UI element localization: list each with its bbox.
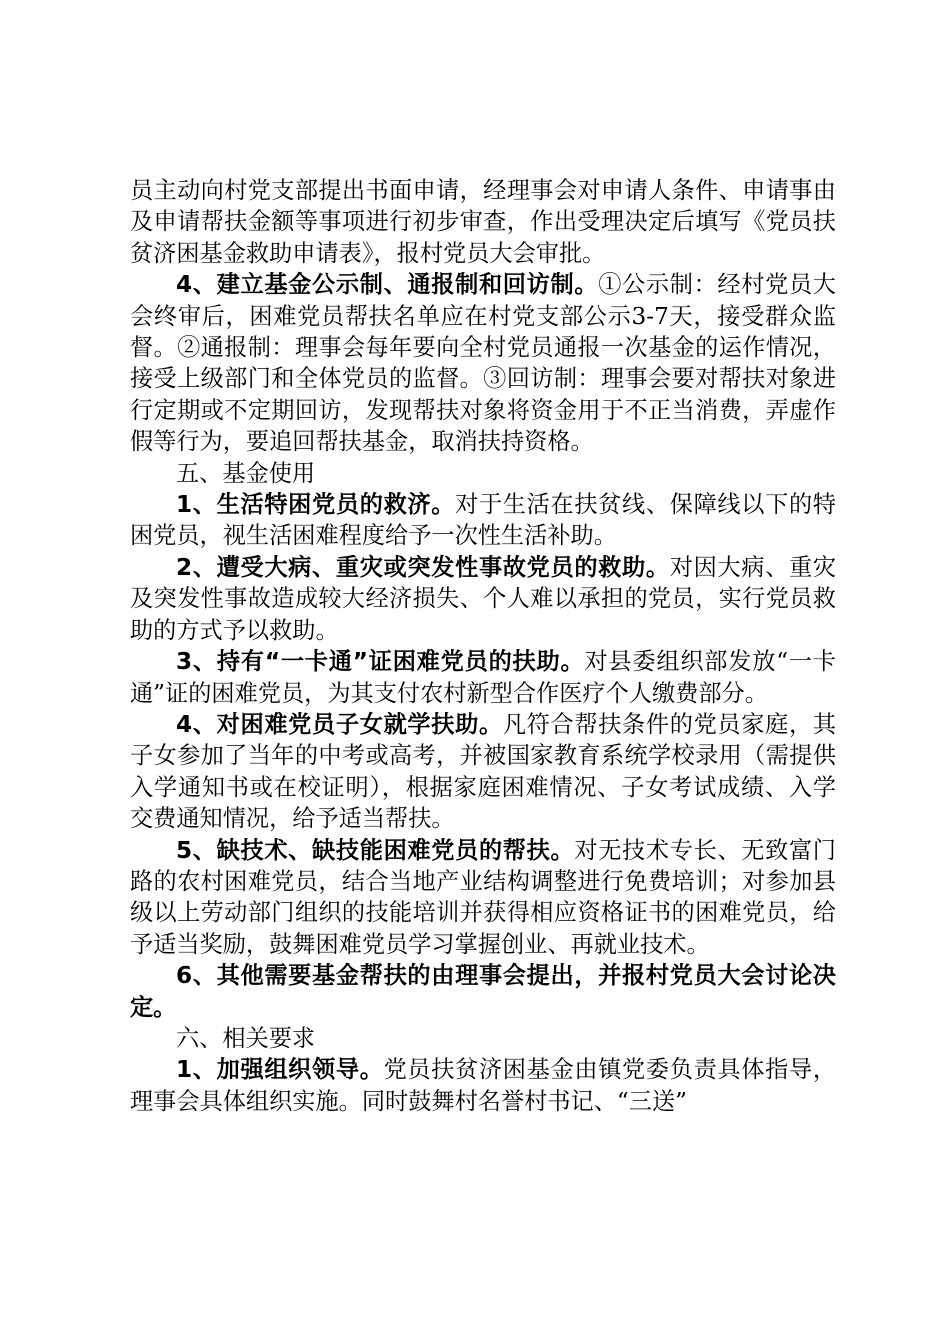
section-heading-text: 六、相关要求 bbox=[176, 1024, 316, 1052]
paragraph-lead: 3、持有“一卡通”证困难党员的扶助。 bbox=[176, 648, 585, 676]
paragraph-item-4 bbox=[130, 269, 836, 457]
paragraph-lead: 4、对困难党员子女就学扶助。 bbox=[176, 710, 503, 738]
paragraph-item-6 bbox=[130, 960, 836, 1023]
paragraph-item-3 bbox=[130, 646, 836, 709]
paragraph-item-1 bbox=[130, 489, 836, 552]
paragraph-lead: 1、加强组织领导。 bbox=[176, 1056, 384, 1084]
paragraph-item-4b bbox=[130, 709, 836, 835]
paragraph-lead: 6、其他需要基金帮扶的由理事会提出，并报村党员大会讨论决定。 bbox=[130, 962, 836, 1021]
paragraph-continuation bbox=[130, 175, 836, 269]
document-page bbox=[130, 175, 836, 1117]
section-heading-5 bbox=[130, 458, 836, 489]
paragraph-text: 凡符合帮扶条件的党员家庭，其子女参加了当年的中考或高考，并被国家教育系统学校录用（需提供入学通知书或在校证明），根据家庭困难情况、子女考试成绩、入学交费通知情况，给予适当帮扶。 bbox=[130, 710, 837, 833]
paragraph-lead: 5、缺技术、缺技能困难党员的帮扶。 bbox=[176, 836, 575, 864]
paragraph-text: 对于生活在扶贫线、保障线以下的特困党员，视生活困难程度给予一次性生活补助。 bbox=[130, 491, 836, 550]
paragraph-text: 党员扶贫济困基金由镇党委负责具体指导，理事会具体组织实施。同时鼓舞村名誉村书记、“三送” bbox=[130, 1056, 837, 1115]
paragraph-text: 对因大病、重灾及突发性事故造成较大经济损失、个人难以承担的党员，实行党员救助的方式予以救助。 bbox=[130, 553, 837, 644]
paragraph-text: 对无技术专长、无致富门路的农村困难党员，结合当地产业结构调整进行免费培训；对参加县级以上劳动部门组织的技能培训并获得相应资格证书的困难党员，给予适当奖励，鼓舞困难党员学习掌握创业、再就业技术。 bbox=[130, 836, 836, 958]
paragraph-text: 员主动向村党支部提出书面申请，经理事会对申请人条件、申请事由及申请帮扶金额等事项进行初步审查，作出受理决定后填写《党员扶贫济困基金救助申请表》，报村党员大会审批。 bbox=[130, 177, 836, 267]
paragraph-lead: 1、生活特困党员的救济。 bbox=[176, 491, 456, 519]
paragraph-text: ①公示制：经村党员大会终审后，困难党员帮扶名单应在村党支部公示3-7天，接受群众监督。②通报制：理事会每年要向全村党员通报一次基金的运作情况，接受上级部门和全体党员的监督。③回访制：理事会要对帮扶对象进行定期或不定期回访，发现帮扶对象将资金用于不正当消费，弄虚作假等行为，要追回帮扶基金，取消扶持资格。 bbox=[130, 271, 836, 456]
paragraph-item-2 bbox=[130, 552, 836, 646]
paragraph-item-1b bbox=[130, 1054, 836, 1117]
paragraph-lead: 4、建立基金公示制、通报制和回访制。 bbox=[176, 271, 599, 299]
paragraph-item-5 bbox=[130, 835, 836, 961]
paragraph-lead: 2、遭受大病、重灾或突发性事故党员的救助。 bbox=[176, 553, 670, 581]
section-heading-text: 五、基金使用 bbox=[176, 459, 316, 487]
paragraph-text: 对县委组织部发放“一卡通”证的困难党员，为其支付农村新型合作医疗个人缴费部分。 bbox=[130, 648, 836, 707]
section-heading-6 bbox=[130, 1023, 836, 1054]
